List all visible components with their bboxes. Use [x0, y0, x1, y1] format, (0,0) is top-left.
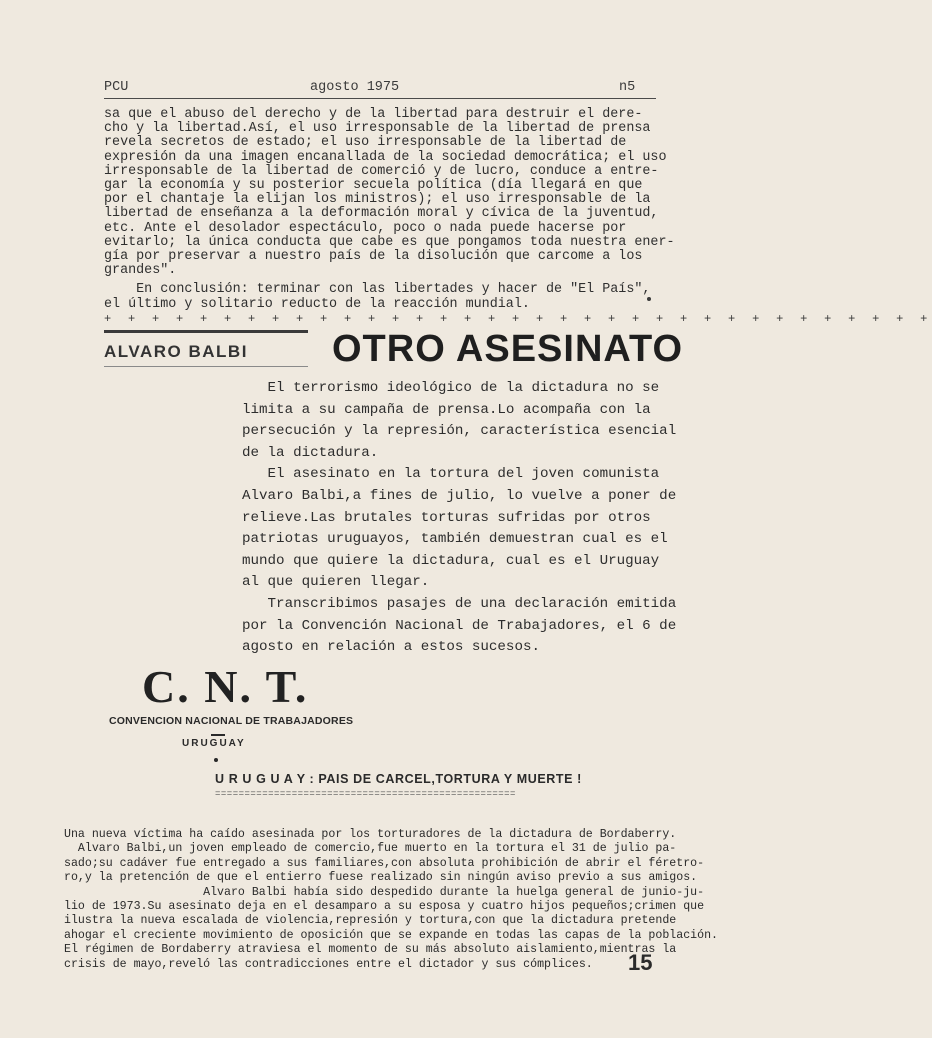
- banner-name: ALVARO BALBI: [104, 342, 248, 361]
- declaration-line: Alvaro Balbi había sido despedido durante la huelga general de junio-ju-: [64, 885, 705, 899]
- text-line: gar la economía y su posterior secuela política (día llegará en que: [104, 178, 643, 194]
- article-line: patriotas uruguayos, también demuestran cual es el: [242, 531, 668, 548]
- article-line: al que quieren llegar.: [242, 574, 430, 591]
- article-line: relieve.Las brutales torturas sufridas por otros: [242, 509, 651, 526]
- text-line: grandes".: [104, 263, 177, 279]
- text-line: irresponsable de la libertad de comerció y de lucro, conduce a entre-: [104, 163, 659, 179]
- text-line: por el chantaje la elijan los ministros); el uso irresponsable de la: [104, 192, 651, 208]
- conclusion-line: En conclusión: terminar con las libertades y hacer de "El País",: [104, 282, 651, 298]
- article-line: Transcribimos pasajes de una declaración emitida: [242, 595, 677, 612]
- cnt-subtitle: CONVENCION NACIONAL DE TRABAJADORES: [109, 715, 354, 727]
- country-dot: [214, 758, 218, 762]
- article-line: El terrorismo ideológico de la dictadura no se: [242, 380, 660, 396]
- end-mark: [647, 297, 651, 301]
- text-line: evitarlo; la única conducta que cabe es que pongamos toda nuestra ener-: [104, 234, 675, 250]
- article-body: [242, 378, 677, 659]
- text-line: expresión da una imagen encanallada de la sociedad democrática; el uso: [104, 149, 667, 165]
- header-issue: n5: [619, 80, 636, 95]
- text-line: etc. Ante el desolador espectáculo, poco o nada puede hacerse por: [104, 220, 627, 236]
- text-line: gía por preservar a nuestro país de la disolución que carcome a los: [104, 249, 643, 265]
- header-rule: [104, 98, 656, 99]
- declaration-line: ro,y la pretención de que el entierro fuese realizado sin ningún aviso previo a sus amigos.: [64, 871, 698, 885]
- top-text-block: [104, 107, 675, 312]
- banner-title: OTRO ASESINATO: [332, 328, 684, 370]
- article-line: Alvaro Balbi,a fines de julio, lo vuelve a poner de: [242, 487, 677, 504]
- declaration-line: lio de 1973.Su asesinato deja en el desamparo a su esposa y cuatro hijos pequeños;crimen que: [64, 900, 705, 914]
- declaration-line: sado;su cadáver fue entregado a sus familiares,con absoluta prohibición de abrir el féretro-: [64, 856, 705, 870]
- text-line: sa que el abuso del derecho y de la libertad para destruir el dere-: [104, 107, 643, 122]
- declaration-line: crisis de mayo,reveló las contradicciones entre el dictador y sus cómplices.: [64, 957, 593, 971]
- article-line: El asesinato en la tortura del joven comunista: [242, 466, 660, 483]
- article-line: persecución y la represión, característica esencial: [242, 423, 677, 440]
- conclusion-line: el último y solitario reducto de la reacción mundial.: [104, 296, 530, 312]
- header-publication: PCU: [104, 80, 129, 95]
- article-line: limita a su campaña de prensa.Lo acompaña con la: [242, 401, 651, 418]
- cnt-country: URUGUAY: [182, 738, 246, 749]
- plus-separator: + + + + + + + + + + + + + + + + + + + + + + + + + + + + + + + + + + +: [104, 312, 932, 326]
- article-line: agosto en relación a estos sucesos.: [242, 639, 540, 656]
- page-header: [104, 80, 656, 96]
- cnt-headline: U R U G U A Y : PAIS DE CARCEL,TORTURA Y MUERTE !: [215, 772, 582, 786]
- header-date: agosto 1975: [310, 80, 400, 95]
- declaration-line: Alvaro Balbi,un joven empleado de comercio,fue muerto en la tortura el 31 de julio pa-: [64, 842, 677, 856]
- article-line: por la Convención Nacional de Trabajadores, el 6 de: [242, 617, 677, 634]
- text-line: libertad de enseñanza a la deformación moral y cívica de la juventud,: [104, 206, 659, 222]
- declaration-line: Una nueva víctima ha caído asesinada por los torturadores de la dictadura de Bordaberry.: [64, 828, 677, 841]
- article-line: de la dictadura.: [242, 444, 379, 461]
- declaration-line: El régimen de Bordaberry atraviesa el momento de su más absoluto aislamiento,mientras la: [64, 943, 677, 957]
- declaration-line: ilustra la nueva escalada de violencia,represión y tortura,con que la dictadura pretende: [64, 914, 677, 928]
- banner-top-bar: [104, 330, 308, 333]
- country-dash: [211, 734, 225, 736]
- text-line: revela secretos de estado; el uso irresponsable de la libertad de: [104, 135, 627, 151]
- declaration-text: [64, 828, 718, 972]
- headline-underline: ===================================================: [215, 789, 516, 799]
- declaration-line: ahogar el creciente movimiento de oposición que se expande en todas las capas de la población.: [64, 928, 718, 942]
- page-number: 15: [628, 950, 653, 975]
- article-line: mundo que quiere la dictadura, cual es el Uruguay: [242, 552, 660, 569]
- banner-bottom-bar: [104, 366, 308, 367]
- cnt-logo: C. N. T.: [142, 661, 309, 712]
- text-line: cho y la libertad.Así, el uso irresponsable de la libertad de prensa: [104, 121, 651, 137]
